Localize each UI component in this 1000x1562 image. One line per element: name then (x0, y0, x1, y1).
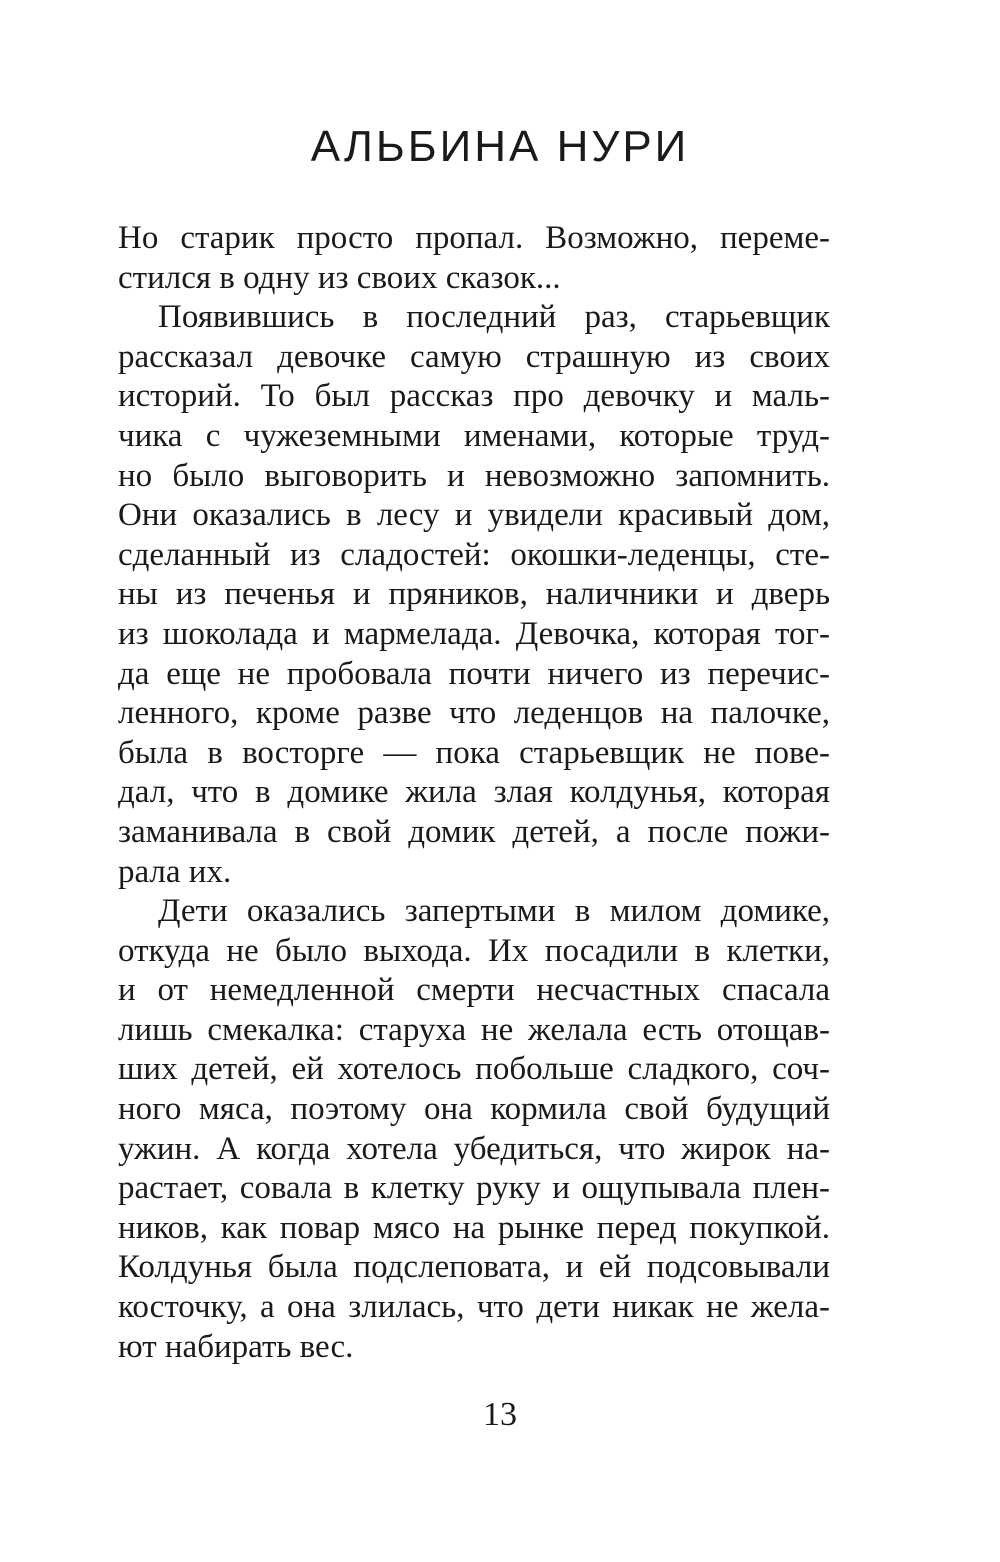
text-line: косточку, а она злилась, что дети никак не жела- (118, 1289, 830, 1326)
text-line: растает, совала в клетку руку и ощупывала плен- (118, 1170, 830, 1207)
page-body-text (118, 219, 830, 1367)
text-line: ют набирать вес. (118, 1328, 354, 1365)
text-line: лишь смекалка: старуха не желала есть отощав- (118, 1011, 830, 1048)
running-header: АЛЬБИНА НУРИ (310, 122, 690, 171)
text-line: заманивала в свой домик детей, а после пожи- (118, 813, 830, 850)
text-line: ужин. А когда хотела убедиться, что жирок на- (118, 1130, 830, 1167)
text-line: ших детей, ей хотелось побольше сладкого, соч- (118, 1051, 830, 1088)
text-line: Дети оказались запертыми в милом домике, (158, 893, 830, 930)
text-line: ников, как повар мясо на рынке перед покупкой. (118, 1209, 830, 1246)
text-line: стился в одну из своих сказок... (118, 259, 561, 296)
text-line: откуда не было выхода. Их посадили в клетки, (118, 932, 830, 969)
text-line: историй. То был рассказ про девочку и маль- (118, 378, 830, 415)
text-line: сделанный из сладостей: окошки-леденцы, сте- (118, 536, 830, 573)
text-line: и от немедленной смерти несчастных спасала (118, 972, 830, 1009)
text-line: из шоколада и мармелада. Девочка, которая тог- (118, 615, 830, 652)
text-line: но было выговорить и невозможно запомнить. (118, 457, 830, 494)
text-line: да еще не пробовала почти ничего из перечис- (118, 655, 830, 692)
text-line: Но старик просто пропал. Возможно, переме- (118, 220, 830, 256)
text-line: Колдунья была подслеповата, и ей подсовывали (118, 1249, 830, 1286)
text-line: ленного, кроме разве что леденцов на палочке, (118, 695, 830, 732)
text-line: была в восторге — пока старьевщик не пове- (118, 734, 830, 771)
text-line: Они оказались в лесу и увидели красивый дом, (118, 497, 830, 534)
text-line: Появившись в последний раз, старьевщик (158, 299, 830, 336)
text-line: чика с чужеземными именами, которые труд- (118, 417, 830, 454)
text-line: рала их. (118, 853, 232, 890)
page-number: 13 (483, 1396, 517, 1433)
text-line: рассказал девочке самую страшную из своих (118, 338, 830, 375)
text-line: ны из печенья и пряников, наличники и дверь (118, 576, 830, 613)
text-line: дал, что в домике жила злая колдунья, которая (118, 774, 830, 811)
text-line: ного мяса, поэтому она кормила свой будущий (118, 1091, 830, 1128)
